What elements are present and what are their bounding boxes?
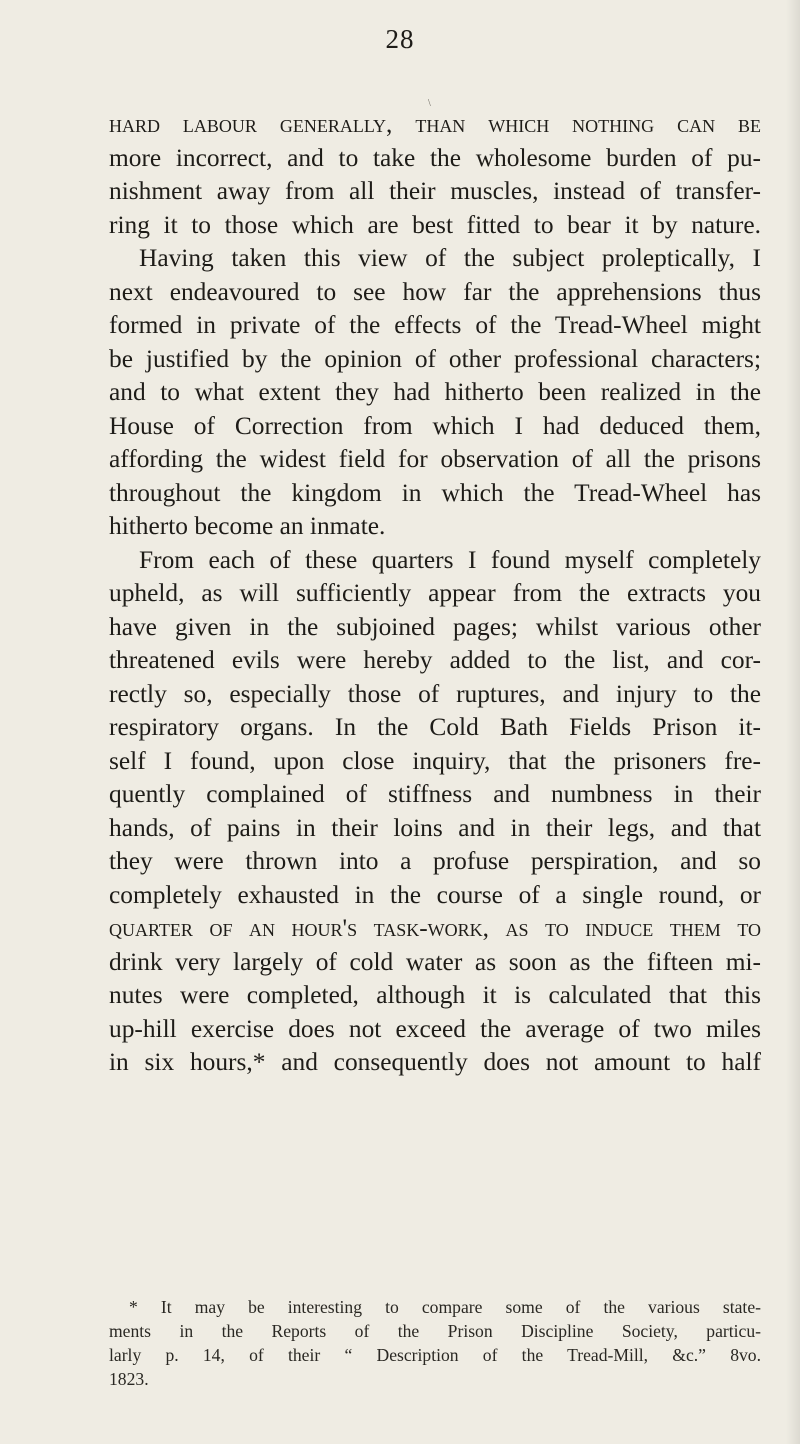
text-line: throughout the kingdom in which the Tread-Wheel has (109, 478, 761, 507)
text-line: rectly so, especially those of ruptures, and injury to the (109, 679, 761, 708)
footnote-line: larly p. 14, of their “ Description of the Tread-Mill, &c.” 8vo. (109, 1345, 761, 1365)
text-line (109, 912, 761, 946)
text-line: upheld, as will sufficiently appear from the extracts you (109, 579, 761, 607)
text-line: in six hours,* and consequently does not amount to half (109, 1048, 761, 1076)
text-line: have given in the subjoined pages; whilst various other (109, 612, 761, 641)
footnote (109, 1295, 761, 1391)
line-text: hard labour generally, than which nothing can be (109, 110, 761, 138)
footnote-line: * It may be interesting to compare some of the various state- (129, 1297, 761, 1317)
text-line (109, 108, 761, 142)
text-line: Having taken this view of the subject proleptically, I (139, 244, 761, 272)
text-line: respiratory organs. In the Cold Bath Fields Prison it- (109, 713, 761, 741)
text-line: drink very largely of cold water as soon as the fifteen mi- (109, 947, 761, 976)
text-line: and to what extent they had hitherto been realized in the (109, 378, 761, 406)
text-line: nishment away from all their muscles, instead of transfer- (109, 177, 761, 205)
text-line: be justified by the opinion of other professional characters; (109, 344, 761, 373)
text-line: they were thrown into a profuse perspiration, and so (109, 847, 761, 875)
text-line: formed in private of the effects of the Tread-Wheel might (109, 311, 761, 339)
text-line: hands, of pains in their loins and in their legs, and that (109, 813, 761, 842)
page-edge-shadow (786, 0, 800, 1444)
text-line: quently complained of stiffness and numbness in their (109, 780, 761, 808)
text-line: threatened evils were hereby added to the list, and cor- (109, 646, 761, 674)
footnote-line: ments in the Reports of the Prison Discipline Society, particu- (109, 1321, 761, 1341)
page-number: 28 (385, 24, 415, 54)
text-line: ring it to those which are best fitted to bear it by nature. (109, 210, 761, 239)
text-line: next endeavoured to see how far the apprehensions thus (109, 277, 761, 306)
text-line: completely exhausted in the course of a single round, or (109, 880, 761, 909)
text-line: self I found, upon close inquiry, that the prisoners fre- (109, 746, 761, 775)
text-line: nutes were completed, although it is calculated that this (109, 981, 761, 1009)
text-line: House of Correction from which I had deduced them, (109, 411, 761, 440)
text-line: up-hill exercise does not exceed the average of two miles (109, 1014, 761, 1043)
line-text: quarter of an hour's task-work, as to induce them to (109, 914, 761, 942)
text-line: hitherto become an inmate. (109, 512, 386, 540)
text-line: affording the widest field for observation of all the prisons (109, 445, 761, 473)
body-text (109, 108, 761, 1080)
text-line: From each of these quarters I found myself completely (139, 545, 761, 574)
text-line: more incorrect, and to take the wholesome burden of pu- (109, 143, 761, 172)
footnote-line: 1823. (109, 1369, 149, 1389)
stray-mark: \ (428, 98, 431, 109)
